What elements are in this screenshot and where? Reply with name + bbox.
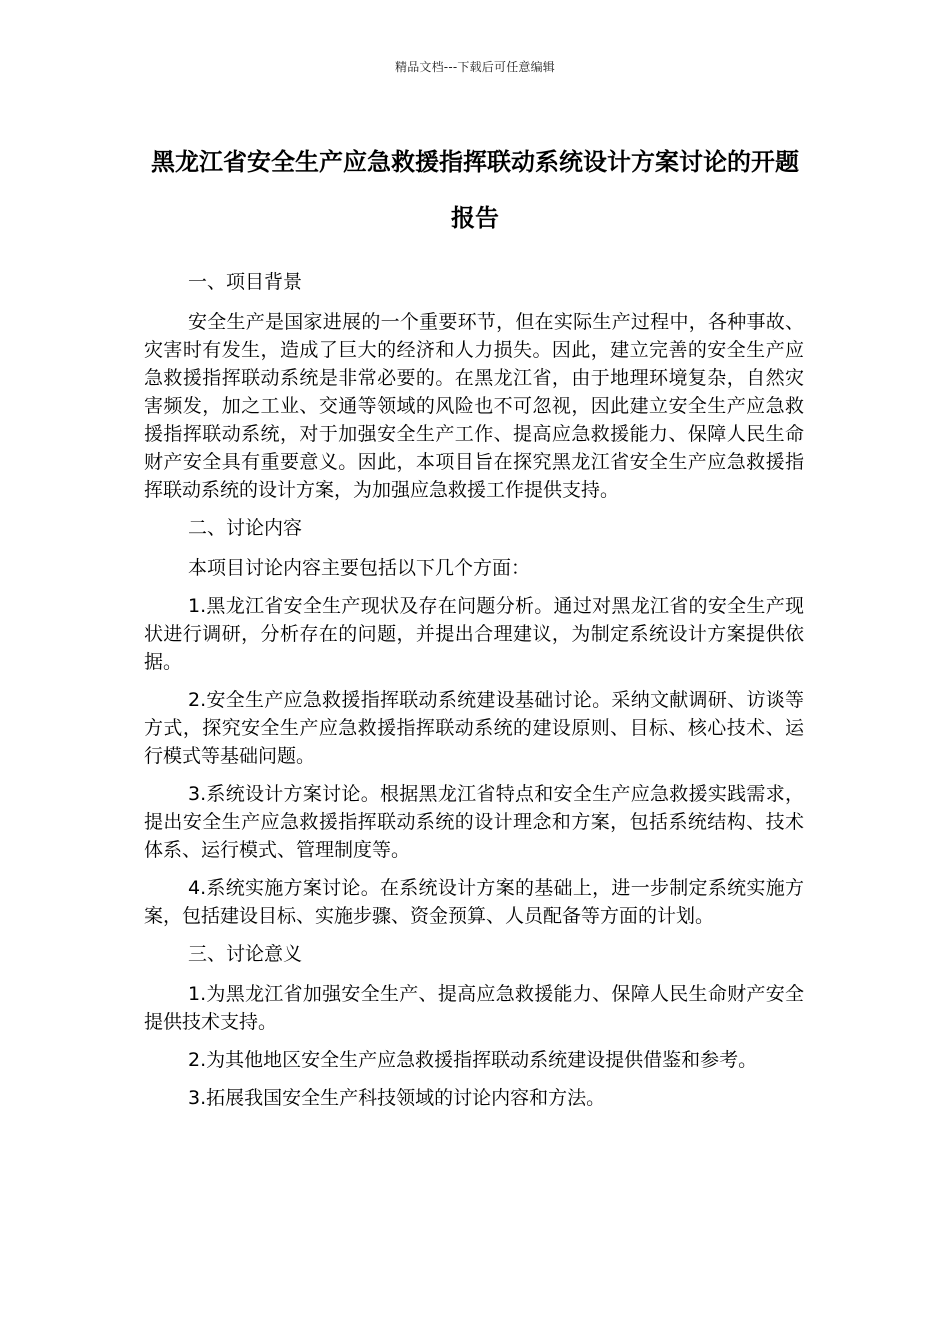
paragraph-significance-item-2: 2.为其他地区安全生产应急救援指挥联动系统建设提供借鉴和参考。 [188, 1049, 758, 1071]
paragraph-significance-item-3: 3.拓展我国安全生产科技领域的讨论内容和方法。 [188, 1087, 606, 1109]
paragraph-content-intro: 本项目讨论内容主要包括以下几个方面： [188, 557, 531, 579]
paragraph-content-item-3: 3.系统设计方案讨论。根据黑龙江省特点和安全生产应急救援实践需求，提出安全生产应急救援指挥联动系统的设计理念和方案，包括系统结构、技术体系、运行模式、管理制度等。 [144, 783, 804, 861]
paragraph-significance-item-1: 1.为黑龙江省加强安全生产、提高应急救援能力、保障人民生命财产安全提供技术支持。 [144, 983, 804, 1033]
document-body [144, 268, 804, 1122]
paragraph-content-item-1: 1.黑龙江省安全生产现状及存在问题分析。通过对黑龙江省的安全生产现状进行调研，分析存在的问题，并提出合理建议，为制定系统设计方案提供依据。 [144, 595, 804, 673]
paragraph-background: 安全生产是国家进展的一个重要环节，但在实际生产过程中，各种事故、灾害时有发生，造成了巨大的经济和人力损失。因此，建立完善的安全生产应急救援指挥联动系统是非常必要的。在黑龙江省，由于地理环境复杂，自然灾害频发，加之工业、交通等领域的风险也不可忽视，因此建立安全生产应急救援指挥联动系统，对于加强安全生产工作、提高应急救援能力、保障人民生命财产安全具有重要意义。因此，本项目旨在探究黑龙江省安全生产应急救援指挥联动系统的设计方案，为加强应急救援工作提供支持。 [144, 311, 804, 501]
paragraph-content-item-2: 2.安全生产应急救援指挥联动系统建设基础讨论。采纳文献调研、访谈等方式，探究安全生产应急救援指挥联动系统的建设原则、目标、核心技术、运行模式等基础问题。 [144, 689, 804, 767]
section-heading-content: 二、讨论内容 [188, 517, 303, 539]
document-title: 黑龙江省安全生产应急救援指挥联动系统设计方案讨论的开题报告 [151, 148, 799, 232]
section-heading-significance: 三、讨论意义 [188, 943, 303, 965]
header-note: 精品文档---下载后可任意编辑 [395, 60, 555, 74]
section-heading-background: 一、项目背景 [188, 271, 303, 293]
paragraph-content-item-4: 4.系统实施方案讨论。在系统设计方案的基础上，进一步制定系统实施方案，包括建设目标、实施步骤、资金预算、人员配备等方面的计划。 [144, 877, 804, 927]
